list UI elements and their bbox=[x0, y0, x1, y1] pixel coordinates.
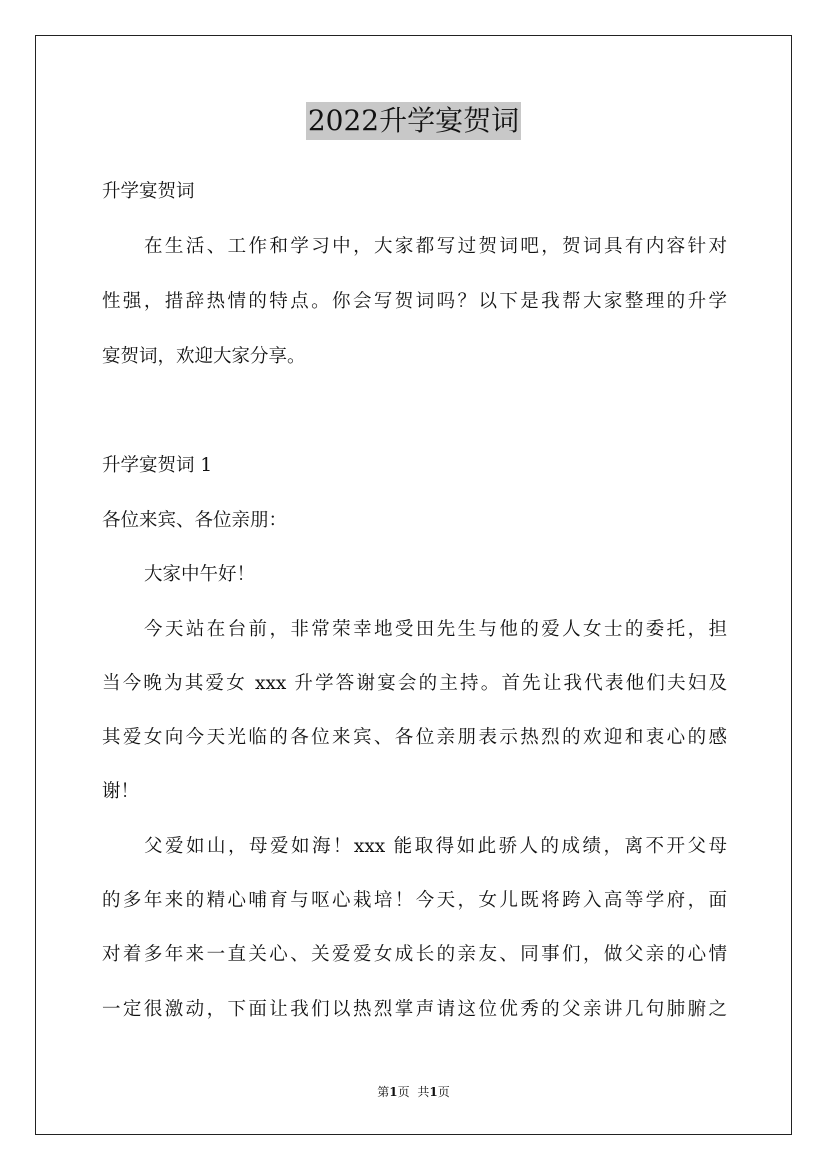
page-footer bbox=[0, 1084, 827, 1100]
paragraph-line: 对着多年来一直关心、关爱爱女成长的亲友、同事们，做父亲的心情 bbox=[102, 944, 727, 965]
page-suffix: 页 bbox=[397, 1085, 410, 1099]
section-heading: 升学宴贺词 1 bbox=[102, 455, 213, 476]
paragraph-line: 一定很激动，下面让我们以热烈掌声请这位优秀的父亲讲几句肺腑之 bbox=[102, 999, 727, 1020]
page-prefix: 第 bbox=[377, 1085, 390, 1099]
paragraph-line: 宴贺词，欢迎大家分享。 bbox=[102, 346, 306, 367]
page-number: 1 bbox=[389, 1085, 398, 1099]
total-suffix: 页 bbox=[437, 1085, 450, 1099]
paragraph-line: 今天站在台前，非常荣幸地受田先生与他的爱人女士的委托，担 bbox=[144, 619, 727, 640]
paragraph-line: 谢！ bbox=[102, 781, 140, 802]
paragraph-line: 性强，措辞热情的特点。你会写贺词吗？以下是我帮大家整理的升学 bbox=[102, 291, 727, 312]
paragraph-line: 其爱女向今天光临的各位来宾、各位亲朋表示热烈的欢迎和衷心的感 bbox=[102, 727, 727, 748]
paragraph-line: 的多年来的精心哺育与呕心栽培！今天，女儿既将跨入高等学府，面 bbox=[102, 890, 727, 911]
paragraph-line: 父爱如山，母爱如海！xxx 能取得如此骄人的成绩，离不开父母 bbox=[144, 836, 727, 857]
document-title: 2022升学宴贺词 bbox=[306, 102, 521, 140]
paragraph-line: 当今晚为其爱女 xxx 升学答谢宴会的主持。首先让我代表他们夫妇及 bbox=[102, 673, 727, 694]
total-pages: 1 bbox=[429, 1085, 438, 1099]
greeting: 大家中午好！ bbox=[144, 564, 256, 585]
total-prefix: 共 bbox=[417, 1085, 430, 1099]
title-wrap bbox=[0, 102, 827, 140]
salutation: 各位来宾、各位亲朋： bbox=[102, 510, 288, 531]
section-heading: 升学宴贺词 bbox=[102, 181, 195, 202]
paragraph-line: 在生活、工作和学习中，大家都写过贺词吧，贺词具有内容针对 bbox=[144, 236, 727, 257]
